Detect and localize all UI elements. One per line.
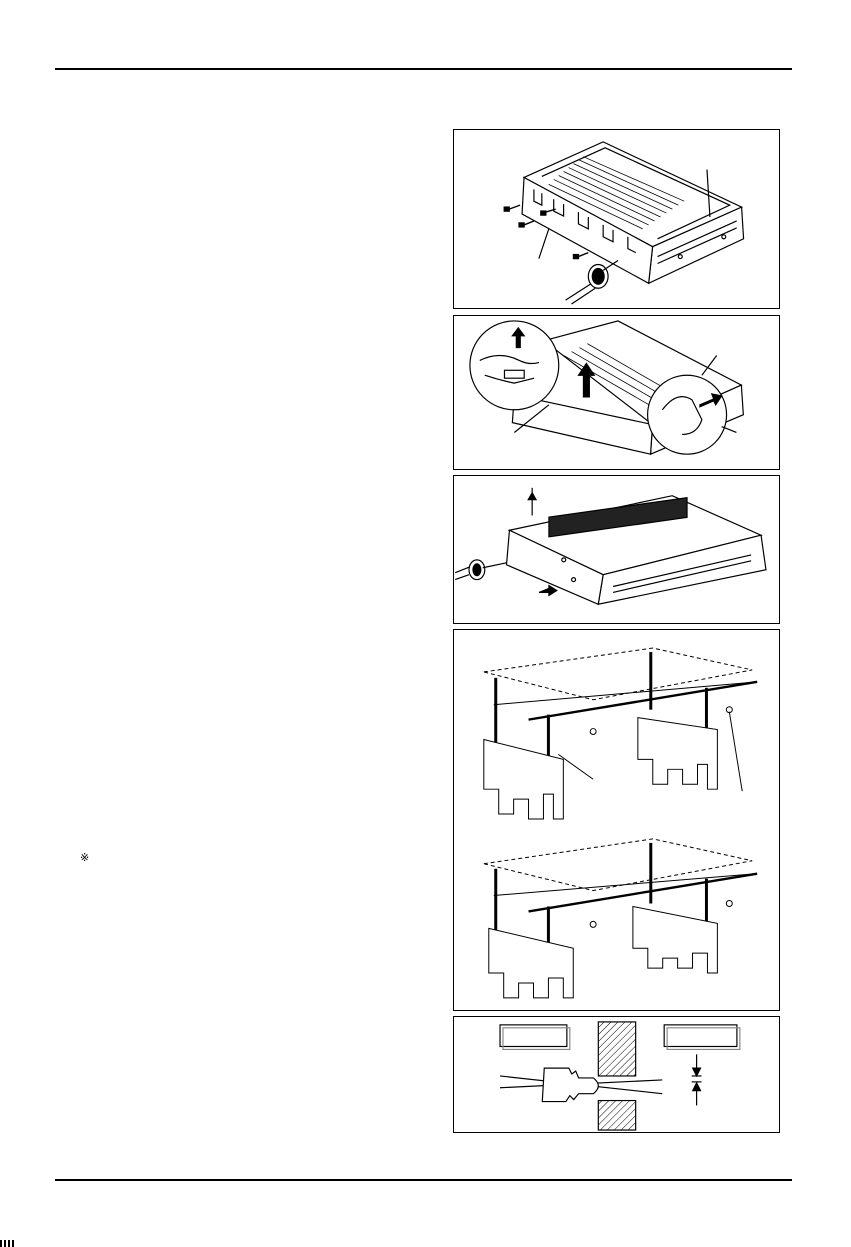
page-edge-mark xyxy=(0,1240,14,1247)
figure-alignment-detail xyxy=(453,1016,780,1133)
note-symbol: ※ xyxy=(80,851,90,864)
header-rule xyxy=(55,68,792,70)
amplifier-chassis-icon xyxy=(454,476,779,623)
hand-icon xyxy=(454,316,779,469)
figure-remove-side-panel xyxy=(453,475,780,624)
mounting-bracket-icon xyxy=(454,630,779,1010)
screwdriver-icon xyxy=(566,261,618,305)
footer-rule xyxy=(55,1179,792,1181)
amplifier-unit-icon xyxy=(454,130,779,308)
figure-mounting-bracket-layout xyxy=(453,629,780,1011)
figure-remove-end-cap-screws xyxy=(453,129,780,309)
figure-lift-top-cover xyxy=(453,315,780,470)
plug-icon xyxy=(454,1017,779,1132)
